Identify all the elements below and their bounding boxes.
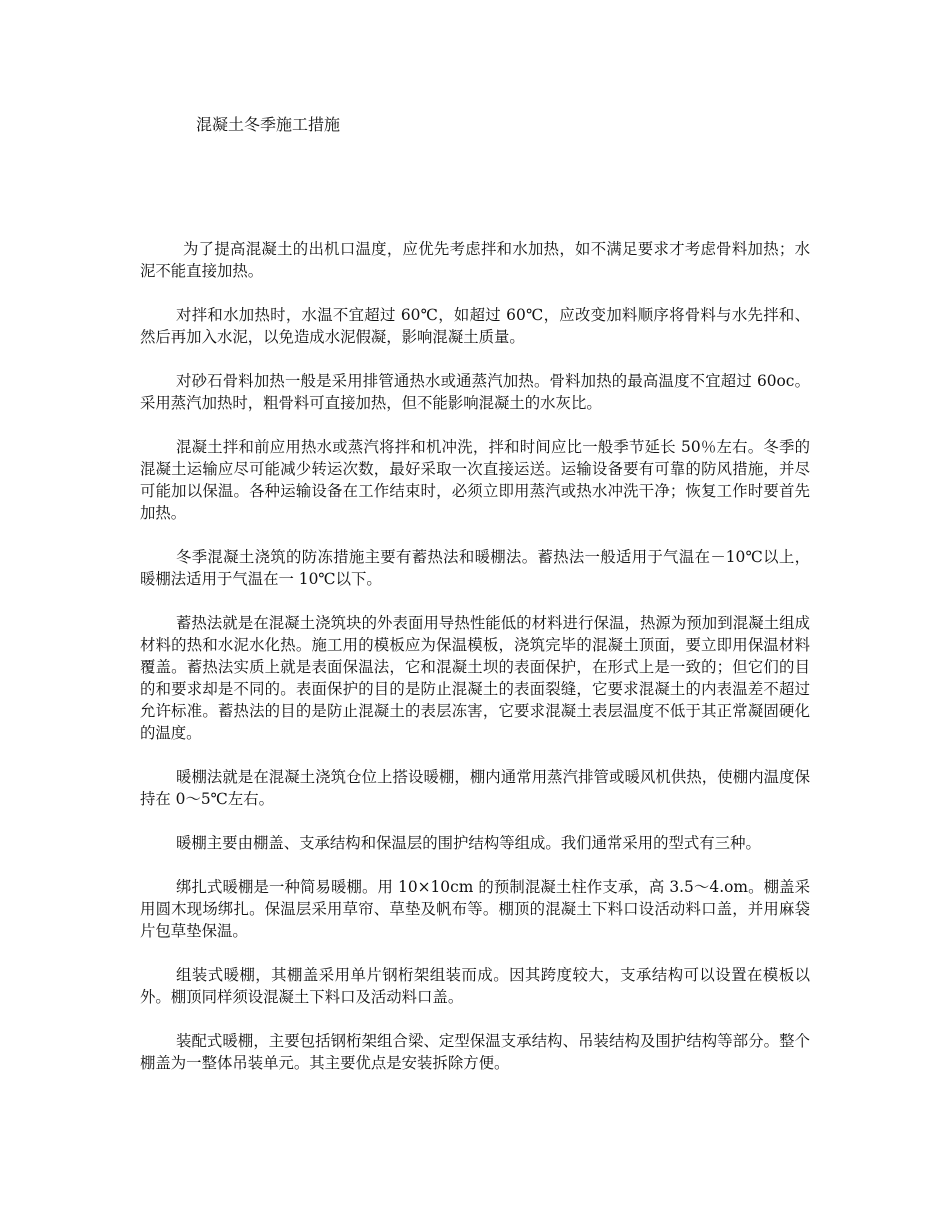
paragraph-aggregate-heating: 对砂石骨料加热一般是采用排管通热水或通蒸汽加热。骨料加热的最高温度不宜超过 60oc。采用蒸汽加热时，粗骨料可直接加热，但不能影响混凝土的水灰比。	[140, 372, 810, 412]
paragraph-tied-greenhouse: 绑扎式暖棚是一种简易暖棚。用 10×10cm 的预制混凝土柱作支承，高 3.5～4.om。棚盖采用圆木现场绑扎。保温层采用草帘、草垫及帆布等。棚顶的混凝土下料口设活动料口盖，并用麻袋片包草垫保温。	[140, 878, 810, 940]
paragraph-placing-antifreeze-methods: 冬季混凝土浇筑的防冻措施主要有蓄热法和暖棚法。蓄热法一般适用于气温在－10℃以上，暖棚法适用于气温在一 10℃以下。	[140, 548, 810, 588]
document-body	[140, 238, 810, 1096]
paragraph-heat-storage-method: 蓄热法就是在混凝土浇筑块的外表面用导热性能低的材料进行保温，热源为预加到混凝土组成材料的热和水泥水化热。施工用的模板应为保温模板，浇筑完毕的混凝土顶面，要立即用保温材料覆盖。蓄热法实质上就是表面保温法，它和混凝土坝的表面保护，在形式上是一致的；但它们的目的和要求却是不同的。表面保护的目的是防止混凝土的表面裂缝，它要求混凝土的内表温差不超过允许标准。蓄热法的目的是防止混凝土的表层冻害，它要求混凝土表层温度不低于其正常凝固硬化的温度。	[140, 614, 810, 742]
paragraph-assembled-greenhouse: 组装式暖棚，其棚盖采用单片钢桁架组装而成。因其跨度较大，支承结构可以设置在模板以外。棚顶同样须设混凝土下料口及活动料口盖。	[140, 966, 810, 1006]
paragraph-water-heating: 为了提高混凝土的出机口温度，应优先考虑拌和水加热，如不满足要求才考虑骨料加热；水泥不能直接加热。	[140, 240, 810, 280]
document-title: 混凝土冬季施工措施	[196, 115, 341, 134]
paragraph-greenhouse-method: 暖棚法就是在混凝土浇筑仓位上搭设暖棚，棚内通常用蒸汽排管或暖风机供热，使棚内温度保持在 0～5℃左右。	[140, 768, 810, 808]
paragraph-prefabricated-greenhouse: 装配式暖棚，主要包括钢桁架组合梁、定型保温支承结构、吊装结构及围护结构等部分。整个棚盖为一整体吊装单元。其主要优点是安装拆除方便。	[140, 1032, 810, 1072]
paragraph-greenhouse-structure: 暖棚主要由棚盖、支承结构和保温层的围护结构等组成。我们通常采用的型式有三种。	[176, 834, 761, 852]
paragraph-mixing-and-transport: 混凝土拌和前应用热水或蒸汽将拌和机冲洗，拌和时间应比一般季节延长 50％左右。冬季的混凝土运输应尽可能减少转运次数，最好采取一次直接运送。运输设备要有可靠的防风措施，并尽可能加以保温。各种运输设备在工作结束时，必须立即用蒸汽或热水冲洗干净；恢复工作时要首先加热。	[140, 438, 810, 522]
paragraph-mixing-water-temperature: 对拌和水加热时，水温不宜超过 60℃，如超过 60℃，应改变加料顺序将骨料与水先拌和、然后再加入水泥，以免造成水泥假凝，影响混凝土质量。	[140, 306, 810, 346]
